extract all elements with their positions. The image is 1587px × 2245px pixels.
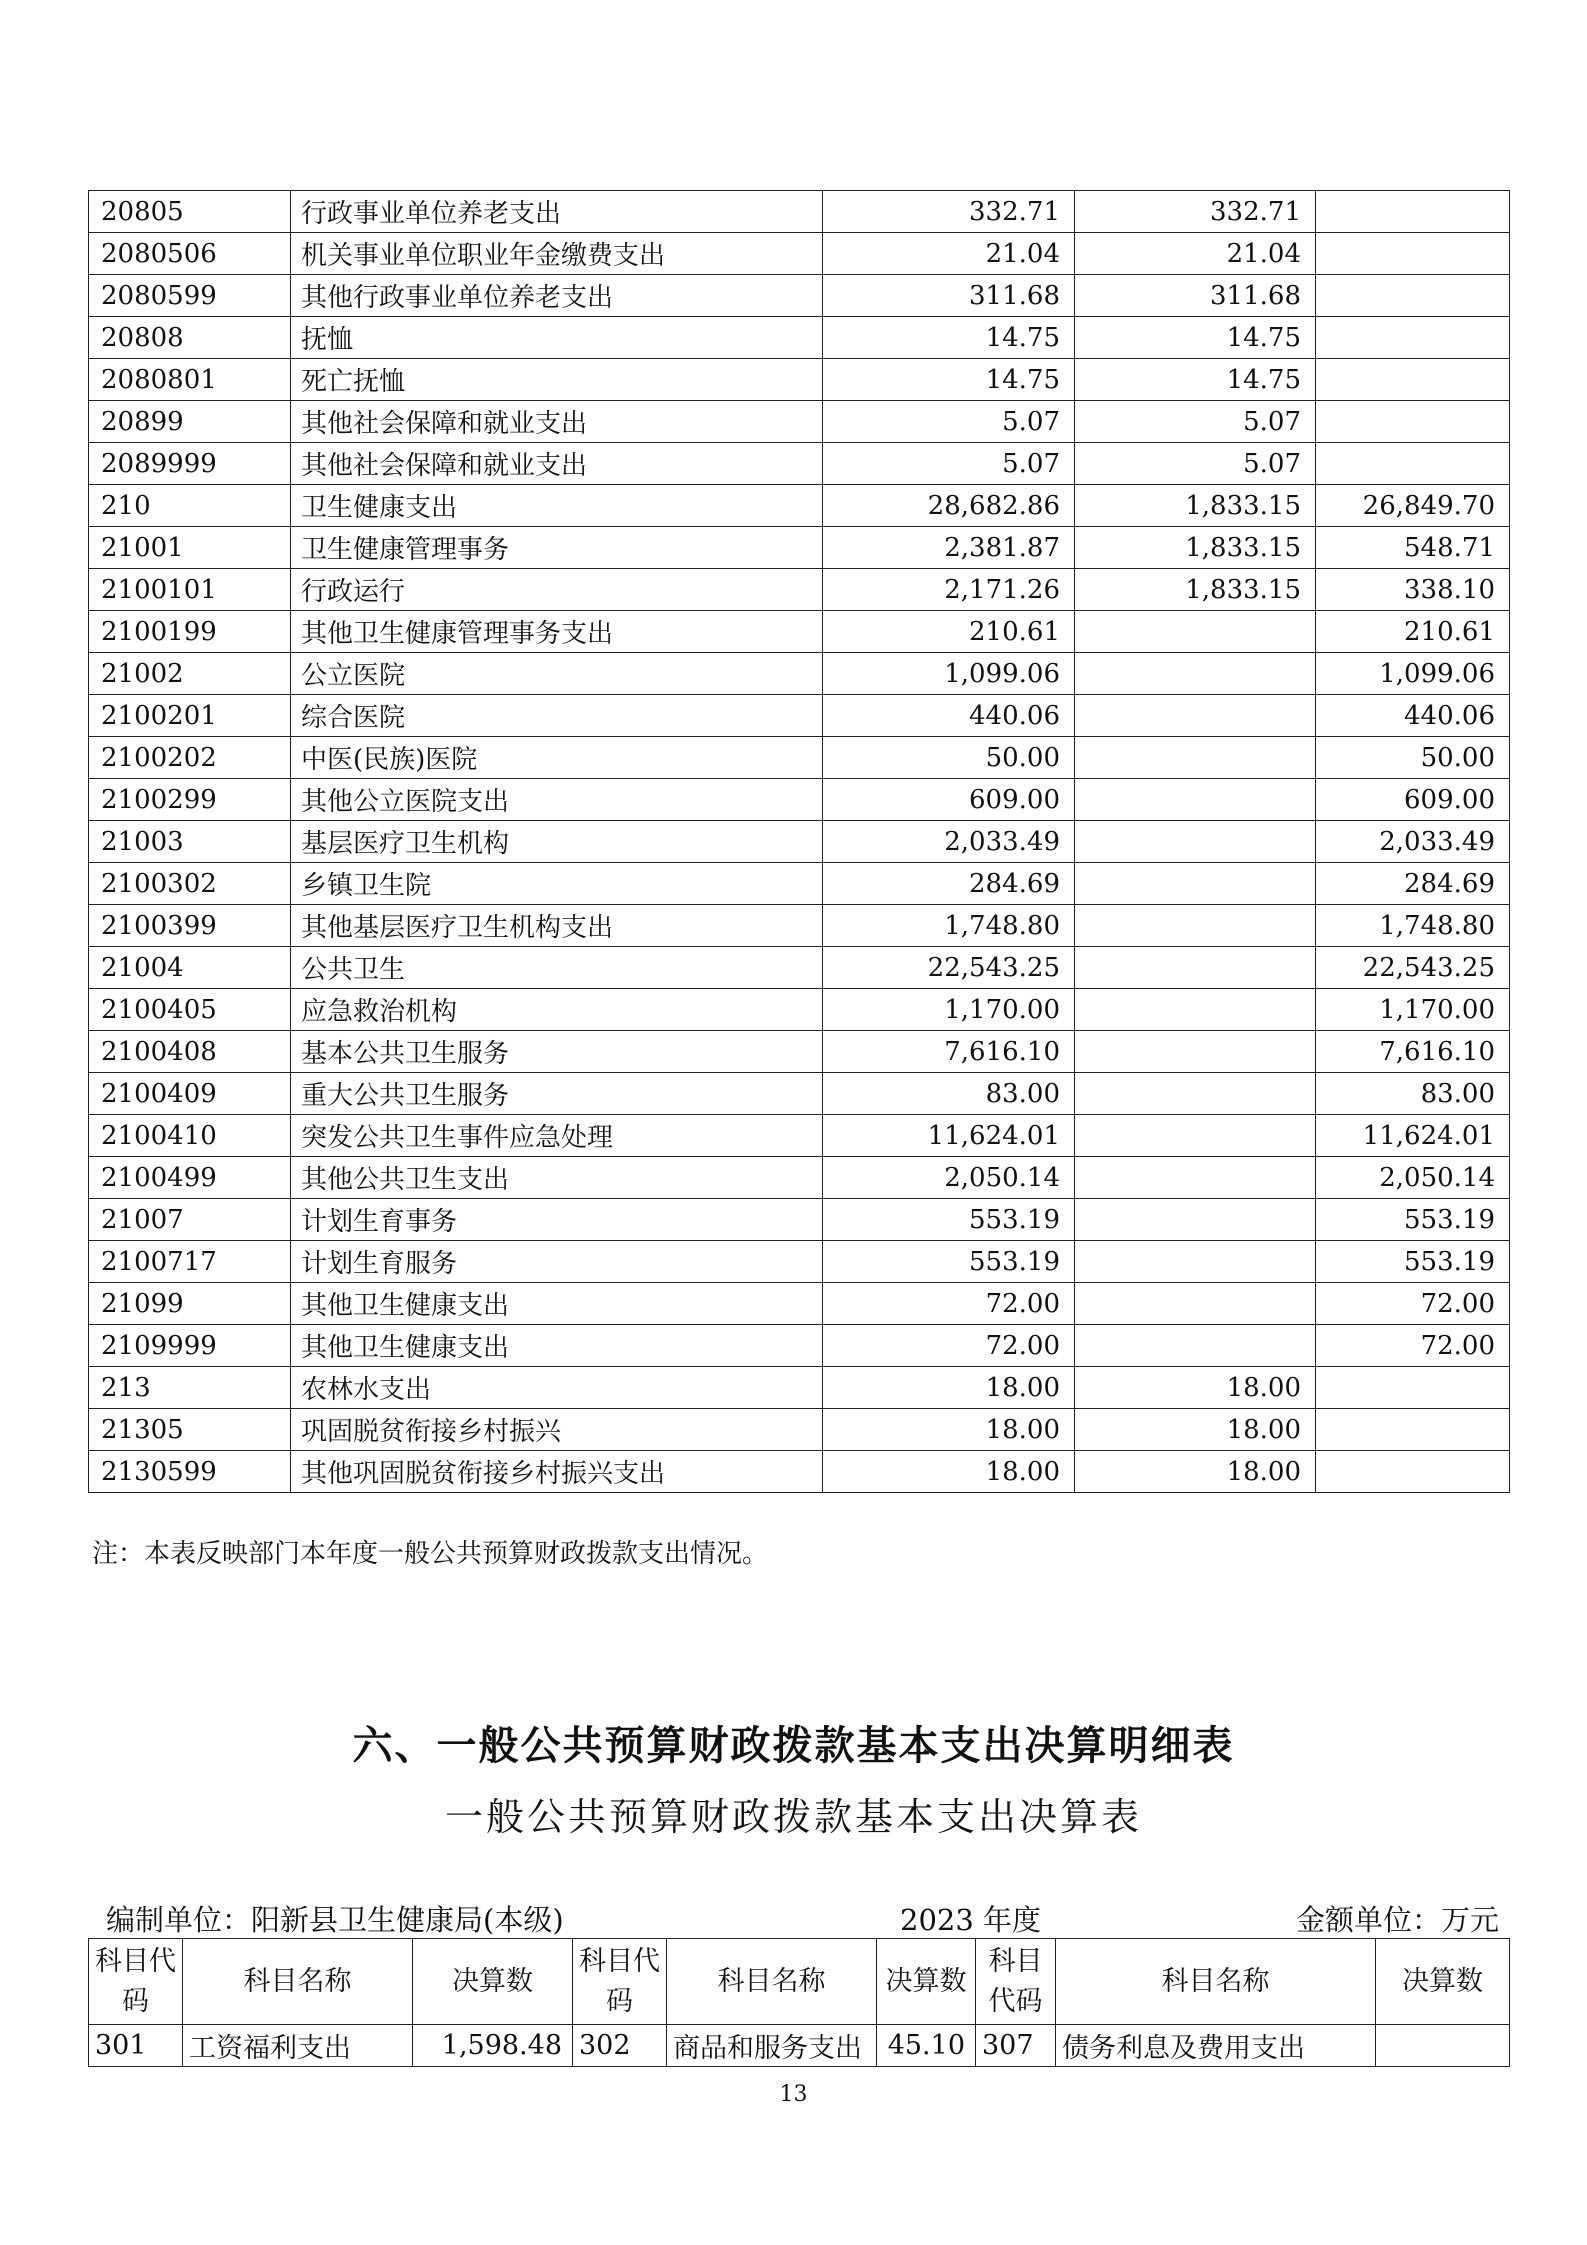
basic-cell: 1,833.15 xyxy=(1075,569,1316,611)
code-cell: 2100202 xyxy=(89,737,291,779)
name-cell: 应急救治机构 xyxy=(291,989,823,1031)
basic-cell xyxy=(1075,737,1316,779)
name-cell: 重大公共卫生服务 xyxy=(291,1073,823,1115)
total-cell: 332.71 xyxy=(823,191,1075,233)
project-cell xyxy=(1316,233,1510,275)
project-cell: 609.00 xyxy=(1316,779,1510,821)
header-cell: 科目名称 xyxy=(1056,1939,1376,2025)
header-cell: 科目代码 xyxy=(89,1939,183,2025)
project-cell: 210.61 xyxy=(1316,611,1510,653)
name-cell: 基层医疗卫生机构 xyxy=(291,821,823,863)
basic-cell: 18.00 xyxy=(1075,1367,1316,1409)
basic-cell xyxy=(1075,863,1316,905)
project-cell: 2,033.49 xyxy=(1316,821,1510,863)
table-row xyxy=(89,275,1510,317)
total-cell: 18.00 xyxy=(823,1367,1075,1409)
table-row xyxy=(89,191,1510,233)
table-row xyxy=(89,2025,1510,2067)
name-cell: 其他公共卫生支出 xyxy=(291,1157,823,1199)
value-cell xyxy=(1376,2025,1510,2067)
table-row xyxy=(89,1115,1510,1157)
table-row xyxy=(89,863,1510,905)
basic-cell: 14.75 xyxy=(1075,359,1316,401)
table-row xyxy=(89,989,1510,1031)
total-cell: 28,682.86 xyxy=(823,485,1075,527)
project-cell: 284.69 xyxy=(1316,863,1510,905)
code-cell: 2080599 xyxy=(89,275,291,317)
total-cell: 18.00 xyxy=(823,1409,1075,1451)
total-cell: 22,543.25 xyxy=(823,947,1075,989)
name-cell: 死亡抚恤 xyxy=(291,359,823,401)
name-cell: 工资福利支出 xyxy=(183,2025,413,2067)
project-cell xyxy=(1316,317,1510,359)
project-cell: 72.00 xyxy=(1316,1283,1510,1325)
amount-unit: 金额单位：万元 xyxy=(1295,1903,1499,1937)
code-cell: 20899 xyxy=(89,401,291,443)
basic-cell: 14.75 xyxy=(1075,317,1316,359)
total-cell: 14.75 xyxy=(823,317,1075,359)
project-cell xyxy=(1316,1367,1510,1409)
project-cell: 26,849.70 xyxy=(1316,485,1510,527)
total-cell: 284.69 xyxy=(823,863,1075,905)
code-cell: 2100410 xyxy=(89,1115,291,1157)
table-row xyxy=(89,1157,1510,1199)
header-cell: 科目代码 xyxy=(573,1939,667,2025)
project-cell xyxy=(1316,359,1510,401)
project-cell: 1,748.80 xyxy=(1316,905,1510,947)
project-cell: 50.00 xyxy=(1316,737,1510,779)
table-header-row xyxy=(89,1939,1510,2025)
basic-cell: 5.07 xyxy=(1075,401,1316,443)
name-cell: 卫生健康管理事务 xyxy=(291,527,823,569)
basic-cell xyxy=(1075,1283,1316,1325)
code-cell: 21003 xyxy=(89,821,291,863)
code-cell: 2100409 xyxy=(89,1073,291,1115)
name-cell: 机关事业单位职业年金缴费支出 xyxy=(291,233,823,275)
code-cell: 21305 xyxy=(89,1409,291,1451)
name-cell: 其他卫生健康管理事务支出 xyxy=(291,611,823,653)
code-cell: 2100408 xyxy=(89,1031,291,1073)
name-cell: 其他社会保障和就业支出 xyxy=(291,443,823,485)
basic-cell: 21.04 xyxy=(1075,233,1316,275)
code-cell: 20805 xyxy=(89,191,291,233)
basic-cell: 332.71 xyxy=(1075,191,1316,233)
basic-cell xyxy=(1075,611,1316,653)
basic-cell xyxy=(1075,947,1316,989)
table-row xyxy=(89,1451,1510,1493)
table-row xyxy=(89,1283,1510,1325)
table-row xyxy=(89,947,1510,989)
table-row xyxy=(89,485,1510,527)
basic-cell xyxy=(1075,1241,1316,1283)
code-cell: 2100399 xyxy=(89,905,291,947)
project-cell: 553.19 xyxy=(1316,1241,1510,1283)
name-cell: 中医(民族)医院 xyxy=(291,737,823,779)
table-row xyxy=(89,1241,1510,1283)
project-cell: 72.00 xyxy=(1316,1325,1510,1367)
total-cell: 553.19 xyxy=(823,1241,1075,1283)
code-cell: 2100201 xyxy=(89,695,291,737)
name-cell: 巩固脱贫衔接乡村振兴 xyxy=(291,1409,823,1451)
code-cell: 2130599 xyxy=(89,1451,291,1493)
name-cell: 综合医院 xyxy=(291,695,823,737)
code-cell: 2080801 xyxy=(89,359,291,401)
total-cell: 1,170.00 xyxy=(823,989,1075,1031)
code-cell: 302 xyxy=(573,2025,667,2067)
project-cell: 11,624.01 xyxy=(1316,1115,1510,1157)
name-cell: 公立医院 xyxy=(291,653,823,695)
total-cell: 2,033.49 xyxy=(823,821,1075,863)
project-cell: 83.00 xyxy=(1316,1073,1510,1115)
total-cell: 83.00 xyxy=(823,1073,1075,1115)
project-cell xyxy=(1316,191,1510,233)
basic-cell: 1,833.15 xyxy=(1075,527,1316,569)
basic-expenditure-table xyxy=(88,1938,1510,2067)
name-cell: 其他行政事业单位养老支出 xyxy=(291,275,823,317)
project-cell: 7,616.10 xyxy=(1316,1031,1510,1073)
code-cell: 21007 xyxy=(89,1199,291,1241)
name-cell: 行政事业单位养老支出 xyxy=(291,191,823,233)
table-row xyxy=(89,527,1510,569)
total-cell: 5.07 xyxy=(823,401,1075,443)
code-cell: 210 xyxy=(89,485,291,527)
section-title: 六、一般公共预算财政拨款基本支出决算明细表 xyxy=(352,1723,1235,1769)
project-cell: 553.19 xyxy=(1316,1199,1510,1241)
total-cell: 72.00 xyxy=(823,1325,1075,1367)
appropriation-expenditure-table xyxy=(88,190,1510,1493)
total-cell: 50.00 xyxy=(823,737,1075,779)
project-cell: 1,099.06 xyxy=(1316,653,1510,695)
name-cell: 农林水支出 xyxy=(291,1367,823,1409)
basic-cell: 18.00 xyxy=(1075,1409,1316,1451)
total-cell: 5.07 xyxy=(823,443,1075,485)
name-cell: 基本公共卫生服务 xyxy=(291,1031,823,1073)
project-cell: 548.71 xyxy=(1316,527,1510,569)
table-row xyxy=(89,653,1510,695)
code-cell: 20808 xyxy=(89,317,291,359)
total-cell: 2,050.14 xyxy=(823,1157,1075,1199)
code-cell: 2100299 xyxy=(89,779,291,821)
project-cell xyxy=(1316,401,1510,443)
project-cell: 1,170.00 xyxy=(1316,989,1510,1031)
name-cell: 计划生育事务 xyxy=(291,1199,823,1241)
name-cell: 其他公立医院支出 xyxy=(291,779,823,821)
header-cell: 决算数 xyxy=(1376,1939,1510,2025)
basic-cell xyxy=(1075,1073,1316,1115)
project-cell: 2,050.14 xyxy=(1316,1157,1510,1199)
table-row xyxy=(89,401,1510,443)
table-row xyxy=(89,695,1510,737)
basic-cell xyxy=(1075,1199,1316,1241)
project-cell: 440.06 xyxy=(1316,695,1510,737)
name-cell: 公共卫生 xyxy=(291,947,823,989)
table-title: 一般公共预算财政拨款基本支出决算表 xyxy=(444,1795,1142,1839)
basic-cell xyxy=(1075,695,1316,737)
compiling-unit: 编制单位：阳新县卫生健康局(本级) xyxy=(106,1903,564,1937)
table-row xyxy=(89,1325,1510,1367)
basic-cell xyxy=(1075,779,1316,821)
total-cell: 311.68 xyxy=(823,275,1075,317)
name-cell: 卫生健康支出 xyxy=(291,485,823,527)
project-cell xyxy=(1316,1451,1510,1493)
header-cell: 决算数 xyxy=(877,1939,976,2025)
code-cell: 2100717 xyxy=(89,1241,291,1283)
code-cell: 2100199 xyxy=(89,611,291,653)
basic-cell xyxy=(1075,989,1316,1031)
header-cell: 科目名称 xyxy=(183,1939,413,2025)
total-cell: 440.06 xyxy=(823,695,1075,737)
name-cell: 乡镇卫生院 xyxy=(291,863,823,905)
total-cell: 553.19 xyxy=(823,1199,1075,1241)
table-row xyxy=(89,1409,1510,1451)
table-row xyxy=(89,1199,1510,1241)
code-cell: 213 xyxy=(89,1367,291,1409)
table-row xyxy=(89,611,1510,653)
basic-cell: 5.07 xyxy=(1075,443,1316,485)
table-row xyxy=(89,443,1510,485)
value-cell: 45.10 xyxy=(877,2025,976,2067)
header-cell: 决算数 xyxy=(413,1939,573,2025)
name-cell: 债务利息及费用支出 xyxy=(1056,2025,1376,2067)
code-cell: 307 xyxy=(976,2025,1056,2067)
name-cell: 其他巩固脱贫衔接乡村振兴支出 xyxy=(291,1451,823,1493)
page-number: 13 xyxy=(779,2082,808,2107)
table-row xyxy=(89,1367,1510,1409)
table-row xyxy=(89,569,1510,611)
table-row xyxy=(89,233,1510,275)
total-cell: 11,624.01 xyxy=(823,1115,1075,1157)
total-cell: 18.00 xyxy=(823,1451,1075,1493)
table-row xyxy=(89,821,1510,863)
table-note: 注：本表反映部门本年度一般公共预算财政拨款支出情况。 xyxy=(92,1539,769,1569)
project-cell xyxy=(1316,275,1510,317)
table-row xyxy=(89,1031,1510,1073)
basic-cell xyxy=(1075,905,1316,947)
total-cell: 7,616.10 xyxy=(823,1031,1075,1073)
total-cell: 21.04 xyxy=(823,233,1075,275)
code-cell: 21099 xyxy=(89,1283,291,1325)
table-row xyxy=(89,779,1510,821)
name-cell: 其他基层医疗卫生机构支出 xyxy=(291,905,823,947)
basic-cell: 18.00 xyxy=(1075,1451,1316,1493)
basic-cell xyxy=(1075,1115,1316,1157)
code-cell: 2100405 xyxy=(89,989,291,1031)
code-cell: 2100101 xyxy=(89,569,291,611)
code-cell: 21002 xyxy=(89,653,291,695)
table-row xyxy=(89,317,1510,359)
total-cell: 2,381.87 xyxy=(823,527,1075,569)
name-cell: 其他卫生健康支出 xyxy=(291,1283,823,1325)
code-cell: 21001 xyxy=(89,527,291,569)
table-row xyxy=(89,359,1510,401)
name-cell: 抚恤 xyxy=(291,317,823,359)
total-cell: 72.00 xyxy=(823,1283,1075,1325)
project-cell xyxy=(1316,1409,1510,1451)
value-cell: 1,598.48 xyxy=(413,2025,573,2067)
code-cell: 2100302 xyxy=(89,863,291,905)
code-cell: 2109999 xyxy=(89,1325,291,1367)
basic-cell: 311.68 xyxy=(1075,275,1316,317)
name-cell: 其他卫生健康支出 xyxy=(291,1325,823,1367)
total-cell: 1,748.80 xyxy=(823,905,1075,947)
fiscal-year: 2023 年度 xyxy=(900,1903,1042,1937)
total-cell: 2,171.26 xyxy=(823,569,1075,611)
basic-cell xyxy=(1075,1031,1316,1073)
basic-cell xyxy=(1075,653,1316,695)
total-cell: 1,099.06 xyxy=(823,653,1075,695)
code-cell: 2089999 xyxy=(89,443,291,485)
name-cell: 计划生育服务 xyxy=(291,1241,823,1283)
total-cell: 14.75 xyxy=(823,359,1075,401)
code-cell: 21004 xyxy=(89,947,291,989)
code-cell: 301 xyxy=(89,2025,183,2067)
name-cell: 其他社会保障和就业支出 xyxy=(291,401,823,443)
name-cell: 突发公共卫生事件应急处理 xyxy=(291,1115,823,1157)
code-cell: 2080506 xyxy=(89,233,291,275)
header-cell: 科目名称 xyxy=(667,1939,877,2025)
basic-cell xyxy=(1075,1157,1316,1199)
project-cell xyxy=(1316,443,1510,485)
basic-cell: 1,833.15 xyxy=(1075,485,1316,527)
project-cell: 22,543.25 xyxy=(1316,947,1510,989)
table-row xyxy=(89,737,1510,779)
project-cell: 338.10 xyxy=(1316,569,1510,611)
basic-cell xyxy=(1075,821,1316,863)
table-row xyxy=(89,1073,1510,1115)
table-row xyxy=(89,905,1510,947)
header-cell: 科目代码 xyxy=(976,1939,1056,2025)
basic-cell xyxy=(1075,1325,1316,1367)
name-cell: 行政运行 xyxy=(291,569,823,611)
name-cell: 商品和服务支出 xyxy=(667,2025,877,2067)
total-cell: 609.00 xyxy=(823,779,1075,821)
total-cell: 210.61 xyxy=(823,611,1075,653)
code-cell: 2100499 xyxy=(89,1157,291,1199)
